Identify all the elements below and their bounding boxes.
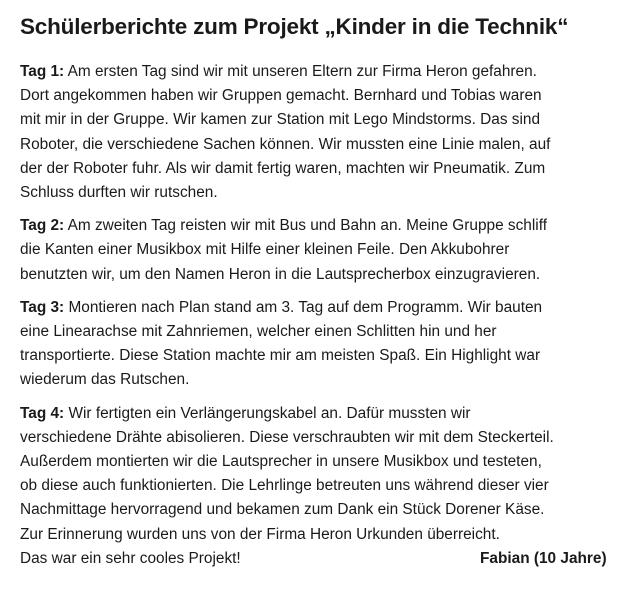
day-4-report xyxy=(20,402,620,547)
report-line: die Kanten einer Musikbox mit Hilfe einer kleinen Feile. Den Akkubohrer xyxy=(20,241,510,259)
day-label: Tag 2: xyxy=(20,217,65,235)
report-line: Roboter, die verschiedene Sachen können. Wir mussten eine Linie malen, auf xyxy=(20,135,551,153)
report-line: wiederum das Rutschen. xyxy=(20,371,190,389)
report-line: Dort angekommen haben wir Gruppen gemacht. Bernhard und Tobias waren xyxy=(20,87,542,105)
report-line: eine Linearachse mit Zahnriemen, welcher einen Schlitten hin und her xyxy=(20,323,497,341)
day-label: Tag 1: xyxy=(20,63,65,80)
line-text: Montieren nach Plan stand am 3. Tag auf dem Programm. Wir bauten xyxy=(68,298,543,316)
report-page xyxy=(20,8,620,571)
report-line xyxy=(20,296,620,320)
report-line xyxy=(20,214,620,238)
line-text: Wir fertigten ein Verlängerungskabel an. Dafür mussten wir xyxy=(68,404,471,422)
page-title: Schülerberichte zum Projekt „Kinder in die Technik“ xyxy=(20,14,569,39)
day-label: Tag 3: xyxy=(20,298,65,316)
report-line: der der Roboter fuhr. Als wir damit fertig waren, machten wir Pneumatik. Zum xyxy=(20,159,546,177)
day-1-report xyxy=(20,60,620,205)
closing-sentence: Das war ein sehr cooles Projekt! xyxy=(20,549,241,567)
line-text: Am zweiten Tag reisten wir mit Bus und Bahn an. Meine Gruppe schliff xyxy=(67,217,547,235)
line-text: Am ersten Tag sind wir mit unseren Eltern zur Firma Heron gefahren. xyxy=(67,63,537,80)
report-line: Nachmittage hervorragend und bekamen zum Dank ein Stück Dorener Käse. xyxy=(20,501,545,519)
day-3-report xyxy=(20,296,620,393)
report-line: mit mir in der Gruppe. Wir kamen zur Station mit Lego Mindstorms. Das sind xyxy=(20,111,541,129)
report-line: Schluss durften wir rutschen. xyxy=(20,184,218,202)
report-line: verschiedene Drähte abisolieren. Diese verschraubten wir mit dem Steckerteil. xyxy=(20,428,554,446)
report-line: Außerdem montierten wir die Lautsprecher in unsere Musikbox und testeten, xyxy=(20,453,542,471)
report-line xyxy=(20,60,620,84)
day-label: Tag 4: xyxy=(20,404,65,422)
author-signature: Fabian (10 Jahre) xyxy=(480,549,607,567)
report-line xyxy=(20,402,620,426)
day-2-report xyxy=(20,214,620,287)
report-line: ob diese auch funktionierten. Die Lehrlinge betreuten uns während dieser vier xyxy=(20,477,549,495)
report-line: transportierte. Diese Station machte mir am meisten Spaß. Ein Highlight war xyxy=(20,347,541,365)
report-line: Zur Erinnerung wurden uns von der Firma Heron Urkunden überreicht. xyxy=(20,525,500,543)
report-line: benutzten wir, um den Namen Heron in die Lautsprecherbox einzugravieren. xyxy=(20,265,541,283)
closing-row xyxy=(20,547,620,571)
